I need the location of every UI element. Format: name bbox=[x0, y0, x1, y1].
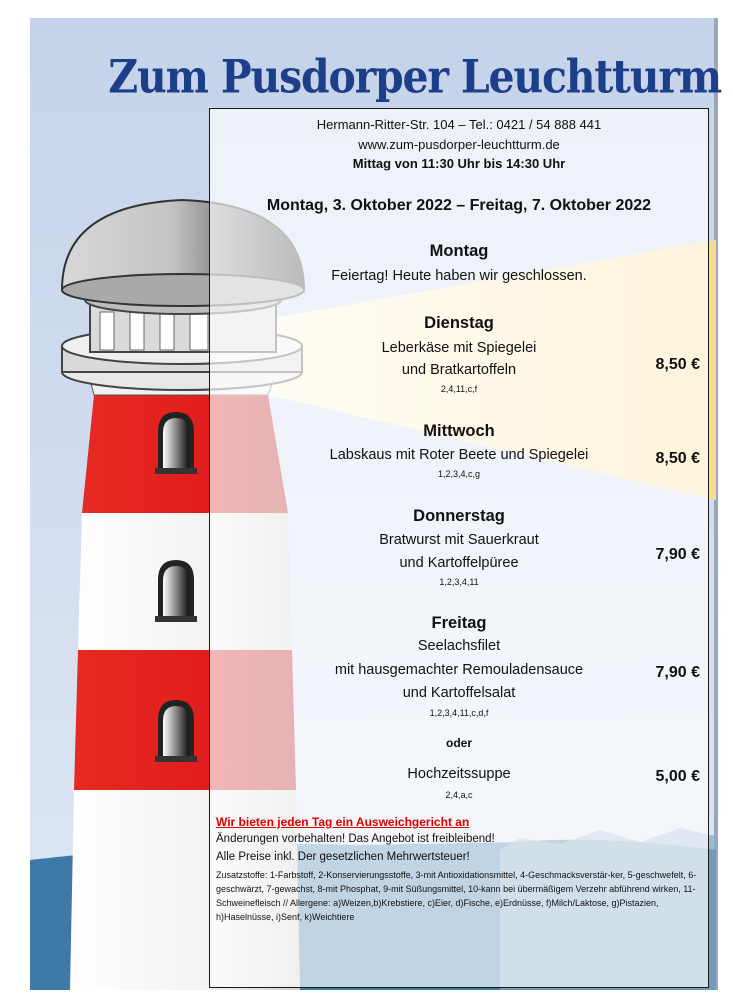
restaurant-title: Zum Pusdorper Leuchtturm bbox=[108, 50, 721, 104]
website-line: www.zum-pusdorper-leuchtturm.de bbox=[358, 137, 560, 152]
tower-window bbox=[155, 560, 197, 622]
dish-line: Seelachsfilet bbox=[417, 638, 501, 654]
footer-line: Alle Preise inkl. Der gesetzlichen Mehrwertsteuer! bbox=[216, 851, 470, 863]
alternative-separator: oder bbox=[445, 736, 472, 750]
address-line: Hermann-Ritter-Str. 104 – Tel.: 0421 / 54 888 441 bbox=[316, 117, 602, 132]
dish-line: Leberkäse mit Spiegelei bbox=[381, 340, 537, 356]
allergen-codes: 2,4,a,c bbox=[445, 790, 473, 800]
dish-line: Bratwurst mit Sauerkraut bbox=[379, 532, 539, 548]
price: 7,90 € bbox=[655, 546, 700, 563]
price: 5,00 € bbox=[655, 768, 700, 785]
day-heading: Dienstag bbox=[424, 314, 494, 332]
dish-line: und Kartoffelsalat bbox=[402, 685, 516, 701]
day-heading: Donnerstag bbox=[413, 507, 505, 525]
dish-line: mit hausgemachter Remouladensauce bbox=[334, 662, 584, 678]
tower-window bbox=[155, 412, 197, 474]
price: 8,50 € bbox=[655, 450, 700, 467]
price: 7,90 € bbox=[655, 664, 700, 681]
opening-hours: Mittag von 11:30 Uhr bis 14:30 Uhr bbox=[352, 156, 566, 171]
allergen-codes: 1,2,3,4,11 bbox=[439, 577, 479, 587]
alternative-notice: Wir bieten jeden Tag ein Ausweichgericht an bbox=[216, 815, 470, 829]
dish-line: und Kartoffelpüree bbox=[399, 555, 519, 571]
allergen-codes: 1,2,3,4,c,g bbox=[437, 469, 481, 479]
closed-notice: Feiertag! Heute haben wir geschlossen. bbox=[331, 268, 587, 284]
price: 8,50 € bbox=[655, 356, 700, 373]
day-heading: Freitag bbox=[431, 614, 487, 632]
dish-line: Hochzeitssuppe bbox=[407, 766, 511, 782]
dish-line: und Bratkartoffeln bbox=[401, 362, 517, 378]
tower-window bbox=[155, 700, 197, 762]
week-range: Montag, 3. Oktober 2022 – Freitag, 7. Oktober 2022 bbox=[266, 197, 652, 214]
allergen-codes: 1,2,3,4,11,c,d,f bbox=[429, 708, 489, 718]
day-heading: Mittwoch bbox=[423, 422, 495, 440]
allergen-codes: 2,4,11,c,f bbox=[440, 384, 478, 394]
additives-legend: Zusatzstoffe: 1-Farbstoff, 2-Konservierungsstoffe, 3-mit Antioxidationsmittel, 4-Geschmacksverstär-ker, 5-geschwefelt, 6-geschwärzt, 7-gewachst, 8-mit Phosphat, 9-mit Süßungsmittel, 10-kann bei übermäßigem Verzehr abführend wirken, 11-Schweinefleisch // Allergene: a)Weizen,b)Krebstiere, c)Eier, d)Fische, e)Erdnüsse, f)Milch/Laktose, g)Pistazien, h)Haselnüsse, i)Senf, k)Weichtiere bbox=[216, 870, 697, 922]
dish-line: Labskaus mit Roter Beete und Spiegelei bbox=[329, 447, 589, 463]
footer-line: Änderungen vorbehalten! Das Angebot ist freibleibend! bbox=[216, 833, 495, 845]
day-heading: Montag bbox=[429, 242, 489, 260]
